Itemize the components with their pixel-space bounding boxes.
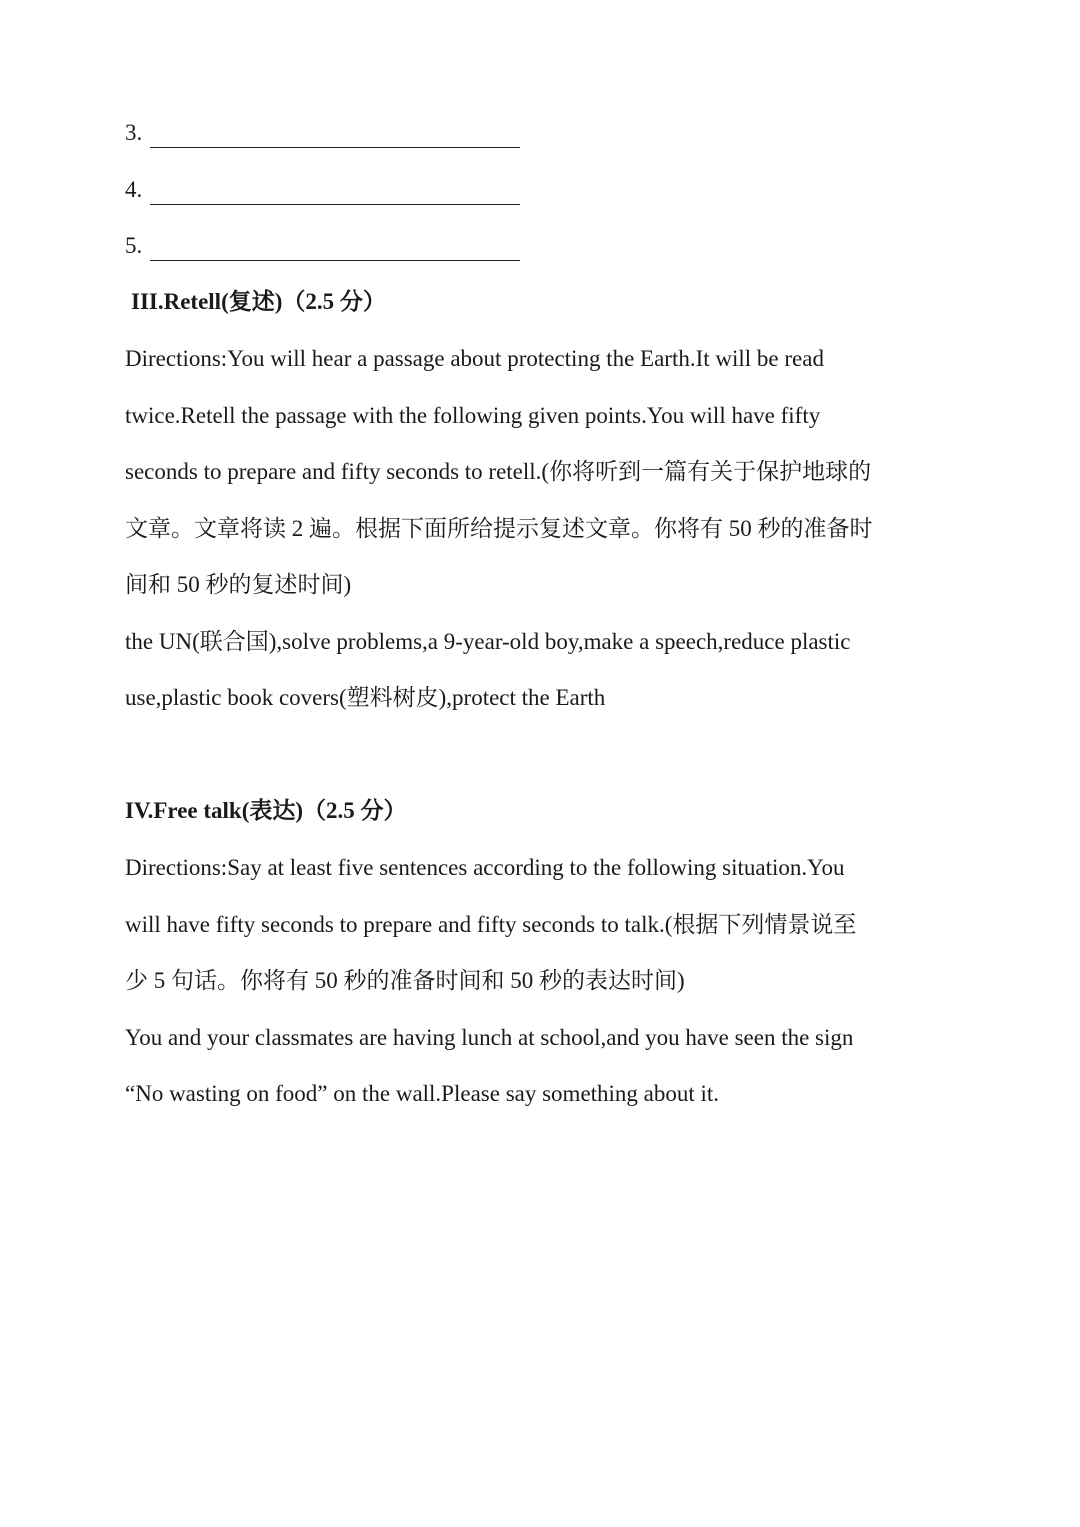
section-4-heading: IV.Free talk(表达)（2.5 分） bbox=[125, 798, 407, 823]
answer-blank[interactable] bbox=[150, 180, 520, 205]
directions-line: 间和 50 秒的复述时间) bbox=[125, 572, 352, 597]
points-line: use,plastic book covers(塑料树皮),protect the Earth bbox=[125, 685, 606, 710]
points-line: the UN(联合国),solve problems,a 9-year-old boy,make a speech,reduce plastic bbox=[125, 628, 851, 654]
answer-blank[interactable] bbox=[150, 123, 520, 148]
directions-line: twice.Retell the passage with the following given points.You will have fifty bbox=[125, 402, 821, 428]
directions-line: 文章。文章将读 2 遍。根据下面所给提示复述文章。你将有 50 秒的准备时 bbox=[125, 515, 873, 541]
answer-line-4[interactable] bbox=[125, 175, 520, 205]
directions-line: Directions:You will hear a passage about protecting the Earth.It will be read bbox=[125, 346, 824, 371]
answer-blank[interactable] bbox=[150, 236, 520, 261]
situation-line: “No wasting on food” on the wall.Please say something about it. bbox=[125, 1081, 720, 1106]
directions-line: Directions:Say at least five sentences according to the following situation.You bbox=[125, 855, 845, 880]
section-3-heading: III.Retell(复述)（2.5 分） bbox=[131, 289, 386, 314]
directions-line: 少 5 句话。你将有 50 秒的准备时间和 50 秒的表达时间) bbox=[125, 968, 685, 993]
answer-line-5[interactable] bbox=[125, 231, 520, 261]
answer-line-3[interactable] bbox=[125, 118, 520, 148]
directions-line: will have fifty seconds to prepare and fifty seconds to talk.(根据下列情景说至 bbox=[125, 911, 857, 937]
answer-number: 4. bbox=[125, 177, 143, 202]
answer-number: 3. bbox=[125, 120, 143, 145]
section-4-directions bbox=[125, 840, 965, 1123]
answer-number: 5. bbox=[125, 233, 143, 258]
section-3-directions bbox=[125, 331, 965, 727]
directions-line: seconds to prepare and fifty seconds to retell.(你将听到一篇有关于保护地球的 bbox=[125, 459, 872, 484]
situation-line: You and your classmates are having lunch at school,and you have seen the sign bbox=[125, 1024, 854, 1050]
